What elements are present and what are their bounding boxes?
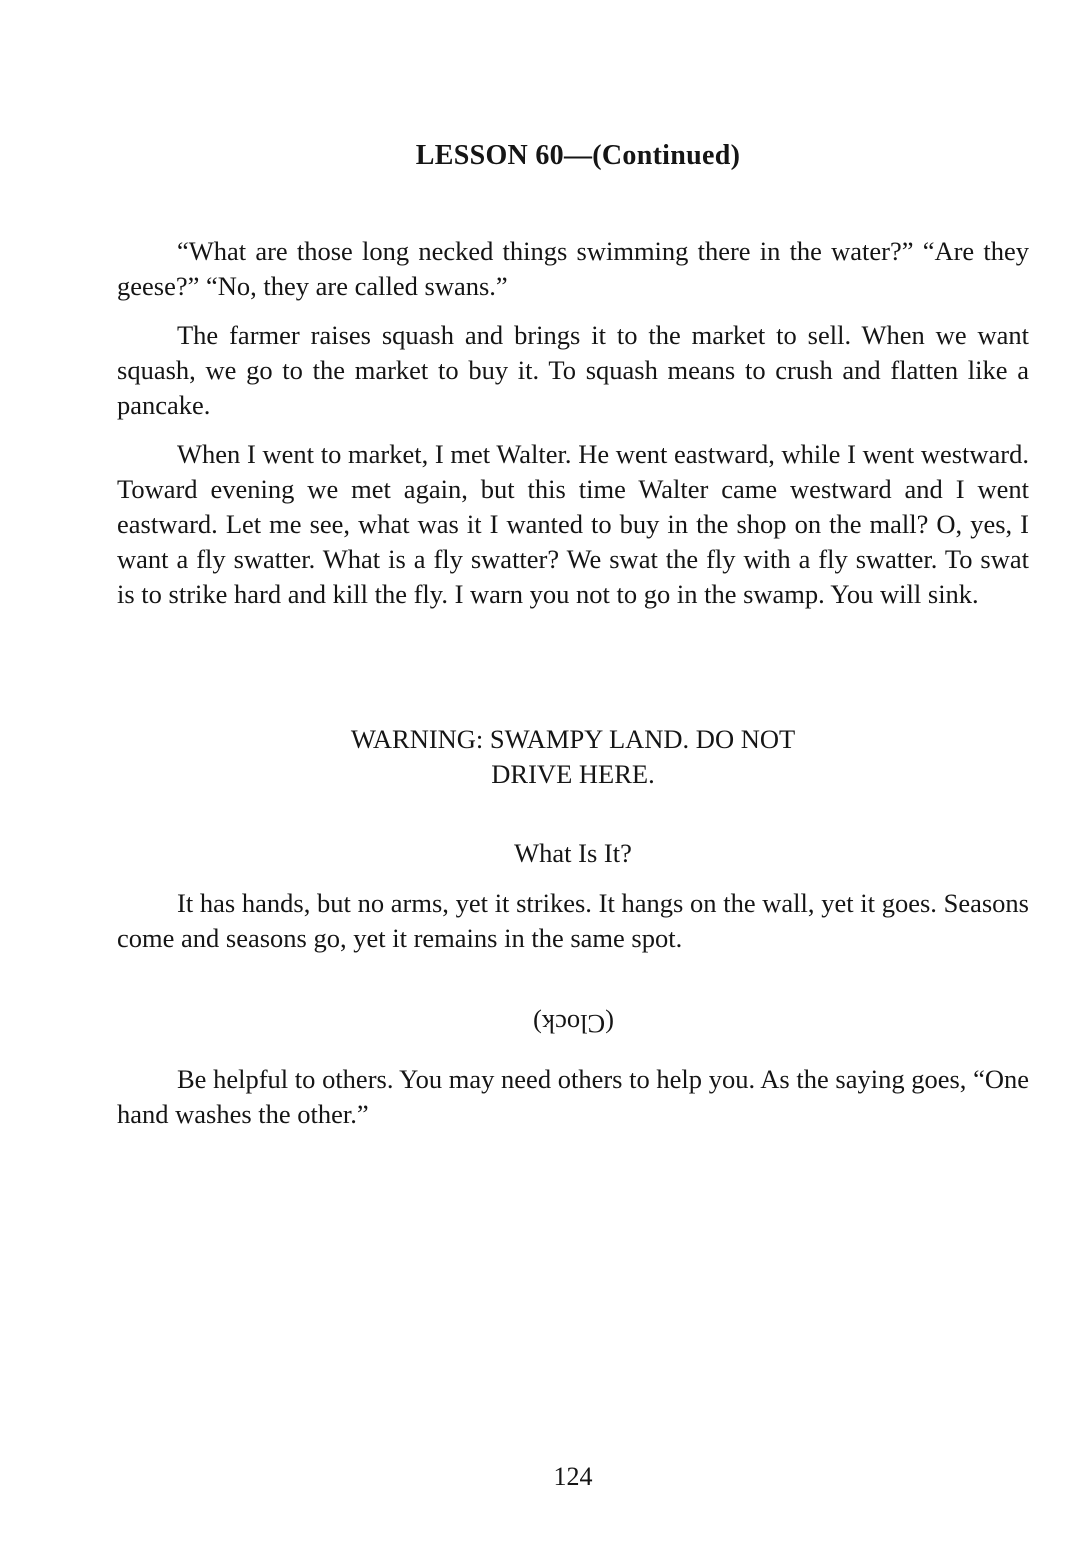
closing-paragraph: Be helpful to others. You may need others to help you. As the saying goes, “One hand washes the other.” [117, 1064, 1029, 1129]
warning-line-1: WARNING: SWAMPY LAND. DO NOT [350, 724, 796, 754]
paragraph-swans: “What are those long necked things swimming there in the water?” “Are they geese?” “No, they are called swans.” [117, 236, 1029, 301]
riddle-block [117, 886, 1029, 970]
top-text-block [117, 234, 1029, 626]
riddle-answer-line [117, 1006, 1029, 1041]
riddle-text: It has hands, but no arms, yet it strikes. It hangs on the wall, yet it goes. Seasons come and seasons go, yet it remains in the same spot. [117, 888, 1029, 953]
closing-block [117, 1062, 1029, 1146]
riddle-answer-upside-down: (Clock) [532, 1009, 614, 1039]
warning-line-2: DRIVE HERE. [491, 759, 655, 789]
lesson-heading: LESSON 60—(Continued) [415, 140, 741, 171]
page-number: 124 [553, 1462, 593, 1491]
paragraph-walter: When I went to market, I met Walter. He went eastward, while I went westward. Toward evening we met again, but this time Walter came westward and I went eastward. Let me see, what was it I wanted to buy in the shop on the mall? O, yes, I want a fly swatter. What is a fly swatter? We swat the fly with a fly swatter. To swat is to strike hard and kill the fly. I warn you not to go in the swamp. You will sink. [117, 439, 1029, 609]
riddle-title: What Is It? [514, 838, 632, 868]
paragraph-squash: The farmer raises squash and brings it to the market to sell. When we want squash, we go to the market to buy it. To squash means to crush and flatten like a pancake. [117, 320, 1029, 420]
